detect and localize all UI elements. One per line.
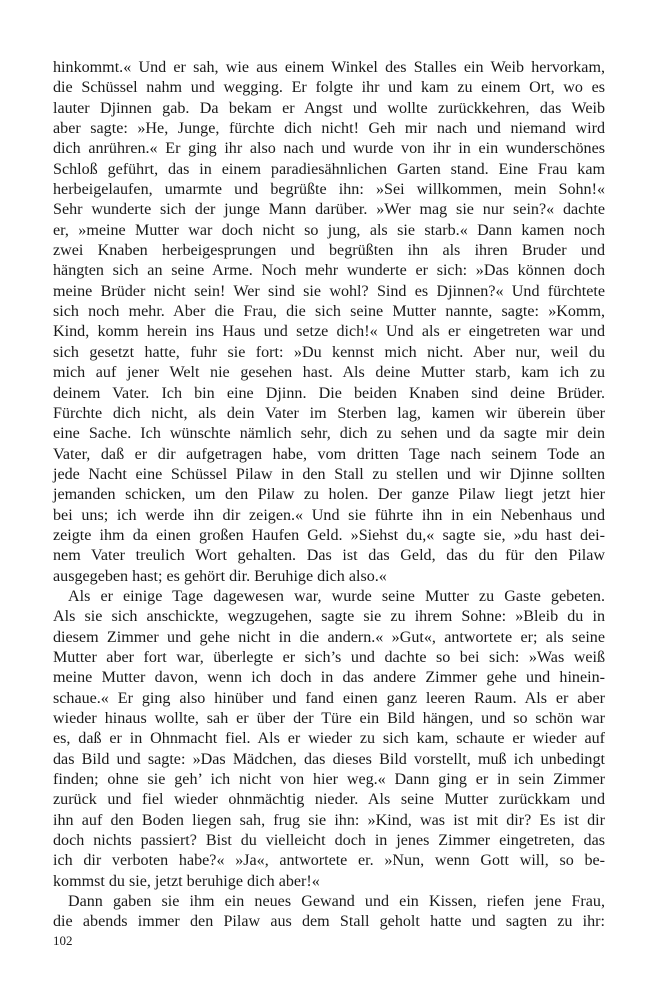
text-line: nem Vater treulich Wort gehalten. Das ist das Geld, das du für den Pilaw <box>53 547 605 565</box>
text-line: zurück und fiel wieder ohnmächtig nieder. Als seine Mutter zurückkam und <box>53 791 605 809</box>
text-line: wieder hinaus wollte, sah er über der Türe ein Bild hängen, und so schön war <box>53 710 605 727</box>
text-line: Schloß geführt, das in einem paradiesähnlichen Garten stand. Eine Frau kam <box>53 160 605 178</box>
text-line: hängten sich an seine Arme. Noch mehr wunderte er sich: »Das können doch <box>53 262 605 280</box>
text-line: hinkommt.« Und er sah, wie aus einem Winkel des Stalles ein Weib hervorkam, <box>53 59 605 76</box>
text-line: schaue.« Er ging also hinüber und fand einen ganz leeren Raum. Als er aber <box>53 689 605 707</box>
text-line: finden; ohne sie geh’ ich nicht von hier weg.« Dann ging er in sein Zimmer <box>53 771 605 789</box>
text-line: sich gesetzt hatte, fuhr sie fort: »Du kennst mich nicht. Aber nur, weil du <box>53 343 605 361</box>
text-line: lauter Djinnen gab. Da bekam er Angst und wollte zurückkehren, das Weib <box>53 99 605 117</box>
text-line: ihn auf den Boden liegen sah, frug sie ihn: »Kind, was ist mit dir? Es ist dir <box>53 811 605 829</box>
text-line: eine Sache. Ich wünschte nämlich sehr, dich zu sehen und da sagte mir dein <box>53 425 605 443</box>
text-line: Als er einige Tage dagewesen war, wurde seine Mutter zu Gaste gebeten. <box>68 587 605 605</box>
text-line: das Bild und sagte: »Das Mädchen, das dieses Bild vorstellt, muß ich unbedingt <box>53 750 605 768</box>
text-line: Kind, komm herein ins Haus und setze dich!« Und als er eingetreten war und <box>53 323 605 341</box>
text-line: zeigte ihm da einen großen Haufen Geld. »Siehst du,« sagte sie, »du hast dei- <box>53 526 605 544</box>
text-line: herbeigelaufen, umarmte und begrüßte ihn: »Sei willkommen, mein Sohn!« <box>53 181 605 199</box>
text-line: jede Nacht eine Schüssel Pilaw in den Stall zu stellen und wir Djinne sollten <box>53 465 605 483</box>
text-line: Fürchte dich nicht, als dein Vater im Sterben lag, kamen wir überein über <box>53 404 605 422</box>
text-line: Sehr wunderte sich der junge Mann darüber. »Wer mag sie nur sein?« dachte <box>53 201 605 219</box>
text-line: aber sagte: »He, Junge, fürchte dich nicht! Geh mir nach und niemand wird <box>53 120 605 138</box>
text-line: bei uns; ich werde ihn dir zeigen.« Und sie führte ihn in ein Nebenhaus und <box>53 506 605 524</box>
text-line: es, daß er in Ohnmacht fiel. Als er wieder zu sich kam, schaute er wieder auf <box>53 730 605 748</box>
text-line: Mutter aber fort war, überlegte er sich’s und dachte so bei sich: »Was weiß <box>53 648 605 666</box>
text-line: meine Mutter davon, wenn ich doch in das andere Zimmer gehe und hinein- <box>53 669 605 687</box>
text-line: ausgegeben hast; es gehört dir. Beruhige dich also.« <box>53 567 387 585</box>
text-line: er, »meine Mutter war doch nicht so jung, als sie starb.« Dann kamen noch <box>53 221 605 239</box>
text-line: sich noch mehr. Aber die Frau, die sich seine Mutter nannte, sagte: »Komm, <box>53 303 605 321</box>
text-line: diesem Zimmer und gehe nicht in die andern.« »Gut«, antwortete er; als seine <box>53 628 605 646</box>
text-line: zwei Knaben herbeigesprungen und begrüßten ihn als ihren Bruder und <box>53 242 605 260</box>
text-line: Dann gaben sie ihm ein neues Gewand und ein Kissen, riefen jene Frau, <box>68 893 605 911</box>
text-line: ich dir verboten habe?« »Ja«, antwortete er. »Nun, wenn Gott will, so be- <box>53 852 605 870</box>
page-body <box>53 58 605 933</box>
text-line: Als sie sich anschickte, wegzugehen, sagte sie zu ihrem Sohne: »Bleib du in <box>53 608 605 626</box>
text-line: kommst du sie, jetzt beruhige dich aber!« <box>53 872 320 890</box>
text-line: die Schüssel nahm und wegging. Er folgte ihr und kam zu einem Ort, wo es <box>53 79 605 97</box>
page-number: 102 <box>53 933 73 948</box>
text-line: doch nichts passiert? Bist du vielleicht doch in jenes Zimmer eingetreten, das <box>53 832 605 850</box>
text-line: dich anrühren.« Er ging ihr also nach und wurde von ihr in ein wunderschönes <box>53 140 605 158</box>
text-line: die abends immer den Pilaw aus dem Stall geholt hatte und sagten zu ihr: <box>53 913 605 931</box>
text-line: meine Brüder nicht sein! Wer sind sie wohl? Sind es Djinnen?« Und fürchtete <box>53 282 605 300</box>
text-line: Vater, daß er dir aufgetragen habe, vom dritten Tage nach seinem Tode an <box>53 445 605 463</box>
text-line: deinem Vater. Ich bin eine Djinn. Die beiden Knaben sind deine Brüder. <box>53 384 605 402</box>
text-line: mich auf jener Welt nie gesehen hast. Als deine Mutter starb, kam ich zu <box>53 364 605 382</box>
text-line: jemanden schicken, um den Pilaw zu holen. Der ganze Pilaw liegt jetzt hier <box>53 486 605 504</box>
